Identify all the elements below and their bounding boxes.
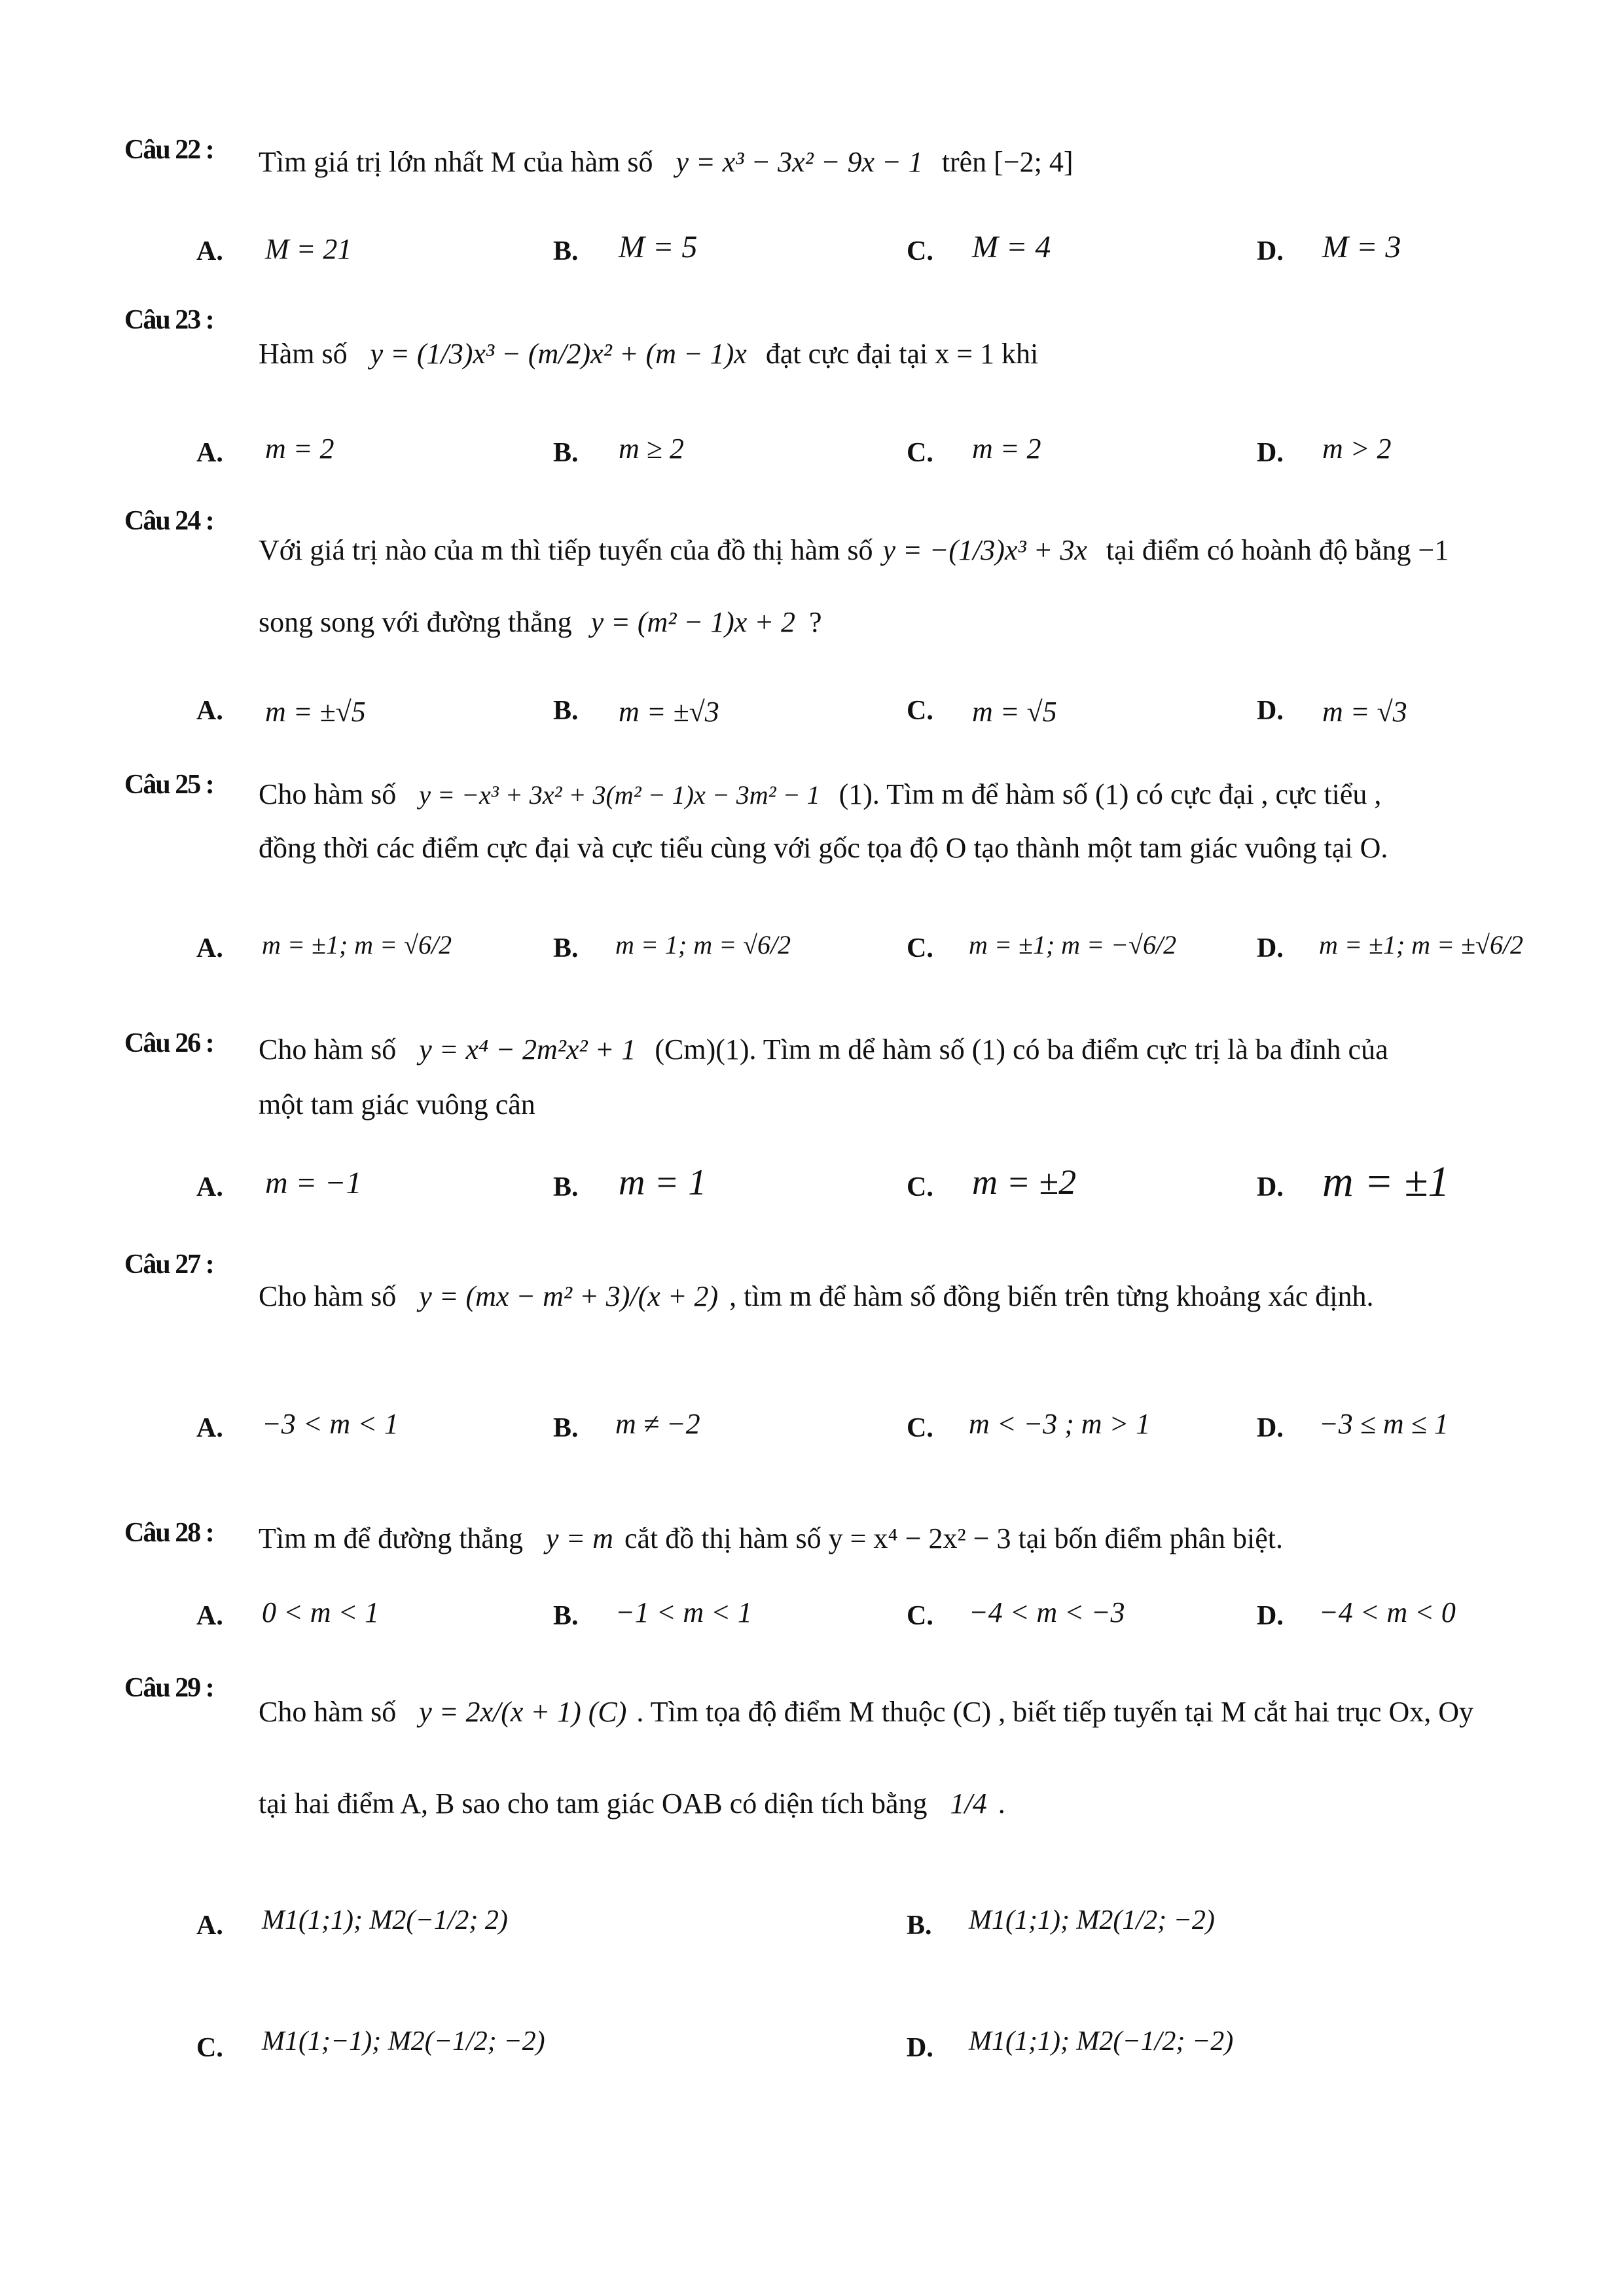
question-27-suffix: , tìm m để hàm số đồng biến trên từng khoảng xác định. <box>729 1280 1374 1312</box>
question-26-prompt: Cho hàm số <box>259 1033 397 1066</box>
q27-option-a-letter[interactable]: A. <box>196 1413 223 1443</box>
q23-option-d-letter[interactable]: D. <box>1257 438 1284 468</box>
question-29-label: Câu 29 : <box>124 1673 213 1703</box>
q22-option-d-letter[interactable]: D. <box>1257 236 1284 266</box>
q29-option-d-letter[interactable]: D. <box>907 2033 933 2063</box>
question-25-text <box>259 778 1381 811</box>
question-28-formula: y = m <box>545 1522 613 1554</box>
q24-option-a[interactable]: m = ±√5 <box>265 696 366 728</box>
question-23-text <box>259 337 1038 370</box>
question-26-suffix: (Cm)(1). Tìm m dể hàm số (1) có ba điểm cực trị là ba đỉnh của <box>655 1033 1388 1066</box>
q29-option-c[interactable]: M1(1;−1); M2(−1/2; −2) <box>262 2026 545 2056</box>
q24-option-c-letter[interactable]: C. <box>907 696 933 726</box>
q22-option-a-letter[interactable]: A. <box>196 236 223 266</box>
question-25-label: Câu 25 : <box>124 770 213 800</box>
q25-option-a[interactable]: m = ±1; m = √6/2 <box>262 930 452 960</box>
question-24-suffix: tại điểm có hoành độ bằng −1 <box>1106 534 1449 566</box>
q29-option-b-letter[interactable]: B. <box>907 1910 932 1941</box>
q28-option-d-letter[interactable]: D. <box>1257 1601 1284 1631</box>
q29-option-a-letter[interactable]: A. <box>196 1910 223 1941</box>
question-22-label: Câu 22 : <box>124 135 213 165</box>
q25-option-b[interactable]: m = 1; m = √6/2 <box>615 930 791 960</box>
question-26-text <box>259 1033 1388 1066</box>
question-23-formula: y = (1/3)x³ − (m/2)x² + (m − 1)x <box>370 338 747 370</box>
question-22-suffix: trên [−2; 4] <box>941 146 1074 178</box>
q25-option-c-letter[interactable]: C. <box>907 933 933 963</box>
q29-option-c-letter[interactable]: C. <box>196 2033 223 2063</box>
question-24-text <box>259 533 1449 567</box>
question-29-suffix: . Tìm tọa độ điểm M thuộc (C) , biết tiếp tuyến tại M cắt hai trục Ox, Oy <box>636 1696 1473 1728</box>
question-22-prompt: Tìm giá trị lớn nhất M của hàm số <box>259 146 653 178</box>
q26-option-d-letter[interactable]: D. <box>1257 1172 1284 1202</box>
q23-option-b[interactable]: m ≥ 2 <box>619 433 684 465</box>
q22-option-b[interactable]: M = 5 <box>619 230 698 264</box>
question-29-prompt: Cho hàm số <box>259 1696 397 1728</box>
q25-option-a-letter[interactable]: A. <box>196 933 223 963</box>
question-22-formula: y = x³ − 3x² − 9x − 1 <box>676 146 923 178</box>
q27-option-d[interactable]: −3 ≤ m ≤ 1 <box>1319 1408 1449 1440</box>
q22-option-d[interactable]: M = 3 <box>1322 230 1401 264</box>
question-25-formula: y = −x³ + 3x² + 3(m² − 1)x − 3m² − 1 <box>419 780 820 810</box>
question-29-line2 <box>259 1787 1005 1820</box>
q29-option-b[interactable]: M1(1;1); M2(1/2; −2) <box>969 1905 1215 1935</box>
q26-option-c[interactable]: m = ±2 <box>972 1162 1077 1202</box>
question-24-prompt: Với giá trị nào của m thì tiếp tuyến của đồ thị hàm số <box>259 534 873 566</box>
q28-option-a[interactable]: 0 < m < 1 <box>262 1596 380 1628</box>
question-28-suffix: cắt đồ thị hàm số y = x⁴ − 2x² − 3 tại bốn điểm phân biệt. <box>624 1522 1284 1554</box>
question-25-line2: đồng thời các điểm cực đại và cực tiểu cùng với gốc tọa độ O tạo thành một tam giác vuông tại O. <box>259 832 1388 864</box>
q27-option-c-letter[interactable]: C. <box>907 1413 933 1443</box>
q23-option-a-letter[interactable]: A. <box>196 438 223 468</box>
q24-option-c[interactable]: m = √5 <box>972 696 1057 728</box>
q29-option-a[interactable]: M1(1;1); M2(−1/2; 2) <box>262 1905 508 1935</box>
q27-option-a[interactable]: −3 < m < 1 <box>262 1408 399 1440</box>
question-27-label: Câu 27 : <box>124 1249 213 1280</box>
question-26-formula: y = x⁴ − 2m²x² + 1 <box>419 1033 636 1066</box>
question-26-label: Câu 26 : <box>124 1028 213 1058</box>
q23-option-a[interactable]: m = 2 <box>265 433 334 465</box>
q24-option-a-letter[interactable]: A. <box>196 696 223 726</box>
q26-option-d[interactable]: m = ±1 <box>1322 1158 1450 1206</box>
q27-option-d-letter[interactable]: D. <box>1257 1413 1284 1443</box>
q28-option-b[interactable]: −1 < m < 1 <box>615 1596 752 1628</box>
q22-option-c[interactable]: M = 4 <box>972 230 1051 264</box>
question-24-line2-formula: y = (m² − 1)x + 2 <box>590 606 796 638</box>
q25-option-b-letter[interactable]: B. <box>553 933 579 963</box>
q27-option-b[interactable]: m ≠ −2 <box>615 1408 700 1440</box>
q22-option-b-letter[interactable]: B. <box>553 236 579 266</box>
q25-option-d-letter[interactable]: D. <box>1257 933 1284 963</box>
q27-option-b-letter[interactable]: B. <box>553 1413 579 1443</box>
q28-option-c[interactable]: −4 < m < −3 <box>969 1596 1125 1628</box>
q26-option-a-letter[interactable]: A. <box>196 1172 223 1202</box>
q28-option-b-letter[interactable]: B. <box>553 1601 579 1631</box>
question-29-line2-formula: 1/4 <box>950 1787 987 1820</box>
question-29-text <box>259 1695 1473 1729</box>
q24-option-b[interactable]: m = ±√3 <box>619 696 719 728</box>
question-27-prompt: Cho hàm số <box>259 1280 397 1312</box>
question-23-label: Câu 23 : <box>124 305 213 335</box>
question-28-text <box>259 1522 1283 1555</box>
q22-option-a[interactable]: M = 21 <box>265 233 352 265</box>
q22-option-c-letter[interactable]: C. <box>907 236 933 266</box>
question-28-label: Câu 28 : <box>124 1518 213 1548</box>
q26-option-c-letter[interactable]: C. <box>907 1172 933 1202</box>
q23-option-d[interactable]: m > 2 <box>1322 433 1392 465</box>
q26-option-a[interactable]: m = −1 <box>265 1166 362 1200</box>
question-24-line2-text: song song với đường thẳng <box>259 606 572 638</box>
question-29-line2-text: tại hai điểm A, B sao cho tam giác OAB có diện tích bằng <box>259 1787 928 1820</box>
question-25-suffix: (1). Tìm m để hàm số (1) có cực đại , cực tiểu , <box>839 778 1382 810</box>
q28-option-c-letter[interactable]: C. <box>907 1601 933 1631</box>
question-27-formula: y = (mx − m² + 3)/(x + 2) <box>419 1280 719 1312</box>
q25-option-d[interactable]: m = ±1; m = ±√6/2 <box>1319 930 1524 960</box>
question-27-text <box>259 1280 1374 1313</box>
q27-option-c[interactable]: m < −3 ; m > 1 <box>969 1408 1151 1440</box>
q24-option-d[interactable]: m = √3 <box>1322 696 1407 728</box>
question-29-line2-suffix: . <box>998 1787 1005 1820</box>
q24-option-d-letter[interactable]: D. <box>1257 696 1284 726</box>
q29-option-d[interactable]: M1(1;1); M2(−1/2; −2) <box>969 2026 1234 2056</box>
question-23-suffix: đạt cực đại tại x = 1 khi <box>765 338 1039 370</box>
question-28-prompt: Tìm m để đường thẳng <box>259 1522 523 1554</box>
q23-option-c[interactable]: m = 2 <box>972 433 1041 465</box>
q26-option-b[interactable]: m = 1 <box>619 1162 707 1203</box>
q24-option-b-letter[interactable]: B. <box>553 696 579 726</box>
question-24-formula: y = −(1/3)x³ + 3x <box>882 534 1087 566</box>
question-23-prompt: Hàm số <box>259 338 348 370</box>
q28-option-a-letter[interactable]: A. <box>196 1601 223 1631</box>
question-22-text <box>259 145 1074 179</box>
question-24-line2-suffix: ? <box>809 606 822 638</box>
question-24-line2 <box>259 605 822 639</box>
q23-option-c-letter[interactable]: C. <box>907 438 933 468</box>
q25-option-c[interactable]: m = ±1; m = −√6/2 <box>969 930 1177 960</box>
question-24-label: Câu 24 : <box>124 506 213 536</box>
q26-option-b-letter[interactable]: B. <box>553 1172 579 1202</box>
question-26-line2: một tam giác vuông cân <box>259 1088 535 1121</box>
q23-option-b-letter[interactable]: B. <box>553 438 579 468</box>
question-29-formula: y = 2x/(x + 1) (C) <box>419 1696 627 1728</box>
question-25-prompt: Cho hàm số <box>259 778 397 810</box>
q28-option-d[interactable]: −4 < m < 0 <box>1319 1596 1456 1628</box>
